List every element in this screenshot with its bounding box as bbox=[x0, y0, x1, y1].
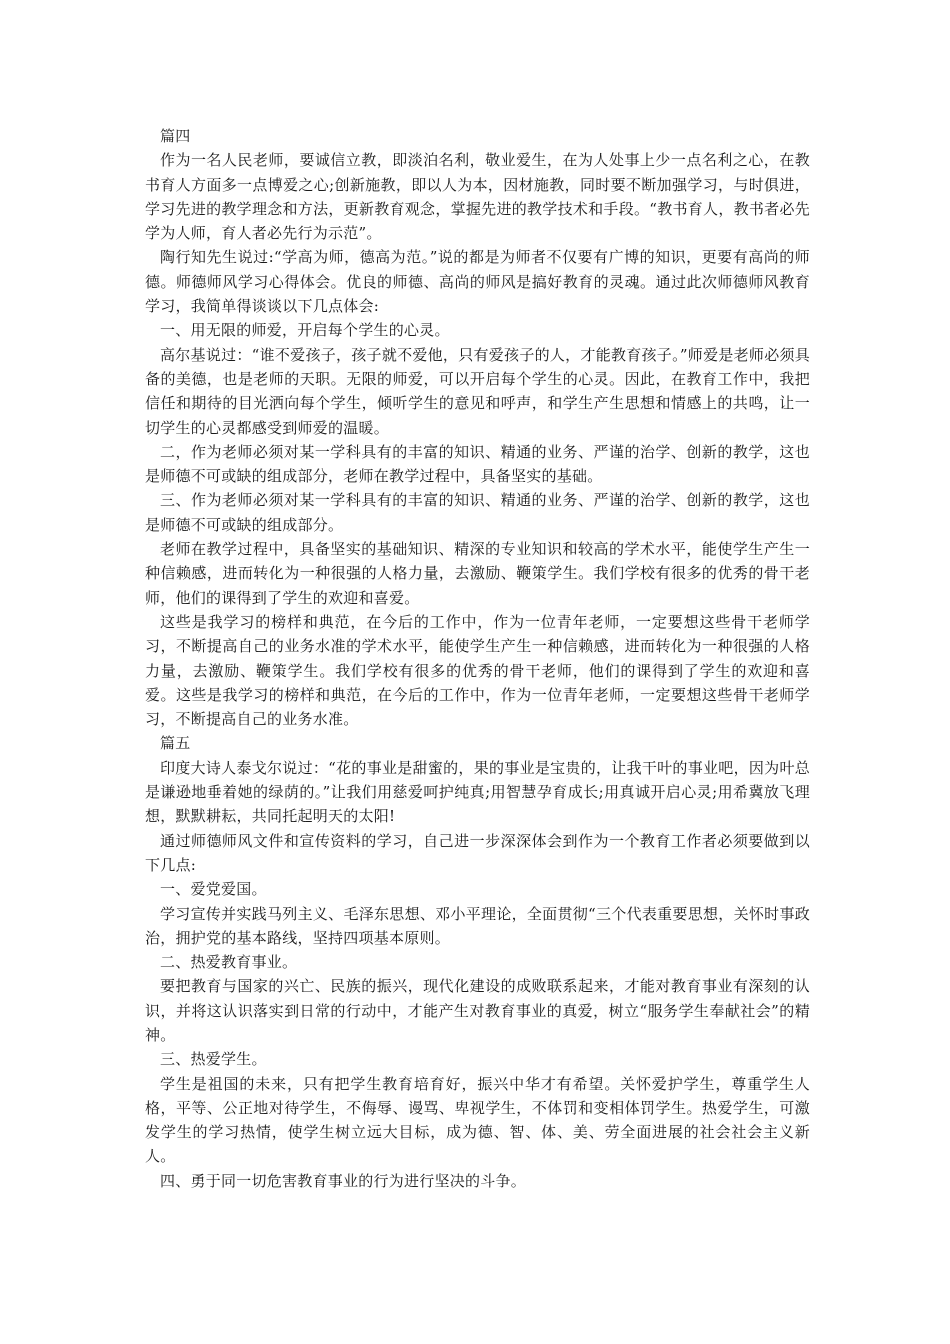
paragraph: 陶行知先生说过:“学高为师，德高为范。”说的都是为师者不仅要有广博的知识，更要有高尚的师德。师德师风学习心得体会。优良的师德、高尚的师风是搞好教育的灵魂。通过此次师德师风教育学习，我简单得谈谈以下几点体会: bbox=[145, 248, 810, 316]
section-heading-5: 篇五 bbox=[160, 734, 191, 753]
paragraph: 要把教育与国家的兴亡、民族的振兴，现代化建设的成败联系起来，才能对教育事业有深刻的认识，并将这认识落实到日常的行动中，才能产生对教育事业的真爱，树立“服务学生奉献社会”的精神。 bbox=[145, 977, 810, 1044]
paragraph: 老师在教学过程中，具备坚实的基础知识、精深的专业知识和较高的学术水平，能使学生产生一种信赖感，进而转化为一种很强的人格力量，去激励、鞭策学生。我们学校有很多的优秀的骨干老师，他们的课得到了学生的欢迎和喜爱。 bbox=[145, 540, 810, 607]
paragraph: 作为一名人民老师，要诚信立教，即淡泊名利，敬业爱生，在为人处事上少一点名利之心，在教书育人方面多一点博爱之心;创新施教，即以人为本，因材施教，同时要不断加强学习，与时俱进，学习先进的教学理念和方法，更新教育观念，掌握先进的教学技术和手段。“教书育人，教书者必先学为人师，育人者必先行为示范”。 bbox=[145, 151, 810, 243]
point-heading: 四、勇于同一切危害教育事业的行为进行坚决的斗争。 bbox=[160, 1171, 527, 1190]
document-body bbox=[145, 124, 810, 1193]
paragraph: 印度大诗人泰戈尔说过：“花的事业是甜蜜的，果的事业是宝贵的，让我干叶的事业吧，因为叶总是谦逊地垂着她的绿荫的。”让我们用慈爱呵护纯真;用智慧孕育成长;用真诚开启心灵;用希冀放飞理想，默默耕耘，共同托起明天的太阳! bbox=[145, 758, 810, 826]
paragraph: 学生是祖国的未来，只有把学生教育培育好，振兴中华才有希望。关怀爱护学生，尊重学生人格，平等、公正地对待学生，不侮辱、谩骂、卑视学生，不体罚和变相体罚学生。热爱学生，可激发学生的学习热情，使学生树立远大目标，成为德、智、体、美、劳全面进展的社会社会主义新人。 bbox=[145, 1074, 810, 1166]
point-heading: 二、热爱教育事业。 bbox=[160, 953, 298, 972]
paragraph: 高尔基说过：“谁不爱孩子，孩子就不爱他，只有爱孩子的人，才能教育孩子。”师爱是老师必须具备的美德，也是老师的天职。无限的师爱，可以开启每个学生的心灵。因此，在教育工作中，我把信任和期待的目光洒向每个学生，倾听学生的意见和呼声，和学生产生思想和情感上的共鸣，让一切学生的心灵都感受到师爱的温暖。 bbox=[145, 345, 810, 437]
paragraph: 三、作为老师必须对某一学科具有的丰富的知识、精通的业务、严谨的治学、创新的教学，这也是师德不可或缺的组成部分。 bbox=[145, 491, 810, 534]
paragraph: 学习宣传并实践马列主义、毛泽东思想、邓小平理论，全面贯彻“三个代表重要思想，关怀时事政治，拥护党的基本路线，坚持四项基本原则。 bbox=[145, 904, 810, 947]
point-heading: 三、热爱学生。 bbox=[160, 1050, 267, 1069]
point-heading: 一、用无限的师爱，开启每个学生的心灵。 bbox=[160, 321, 450, 340]
paragraph: 这些是我学习的榜样和典范，在今后的工作中，作为一位青年老师，一定要想这些骨干老师学习，不断提高自己的业务水准的学术水平，能使学生产生一种信赖感，进而转化为一种很强的人格力量，去激励、鞭策学生。我们学校有很多的优秀的骨干老师，他们的课得到了学生的欢迎和喜爱。这些是我学习的榜样和典范，在今后的工作中，作为一位青年老师，一定要想这些骨干老师学习，不断提高自己的业务水准。 bbox=[145, 612, 810, 729]
paragraph: 通过师德师风文件和宣传资料的学习，自己进一步深深体会到作为一个教育工作者必须要做到以下几点: bbox=[145, 831, 810, 874]
section-heading-4: 篇四 bbox=[160, 127, 191, 145]
point-heading: 一、爱党爱国。 bbox=[160, 880, 267, 899]
paragraph: 二，作为老师必须对某一学科具有的丰富的知识、精通的业务、严谨的治学、创新的教学，这也是师德不可或缺的组成部分，老师在教学过程中，具备坚实的基础。 bbox=[145, 442, 810, 486]
